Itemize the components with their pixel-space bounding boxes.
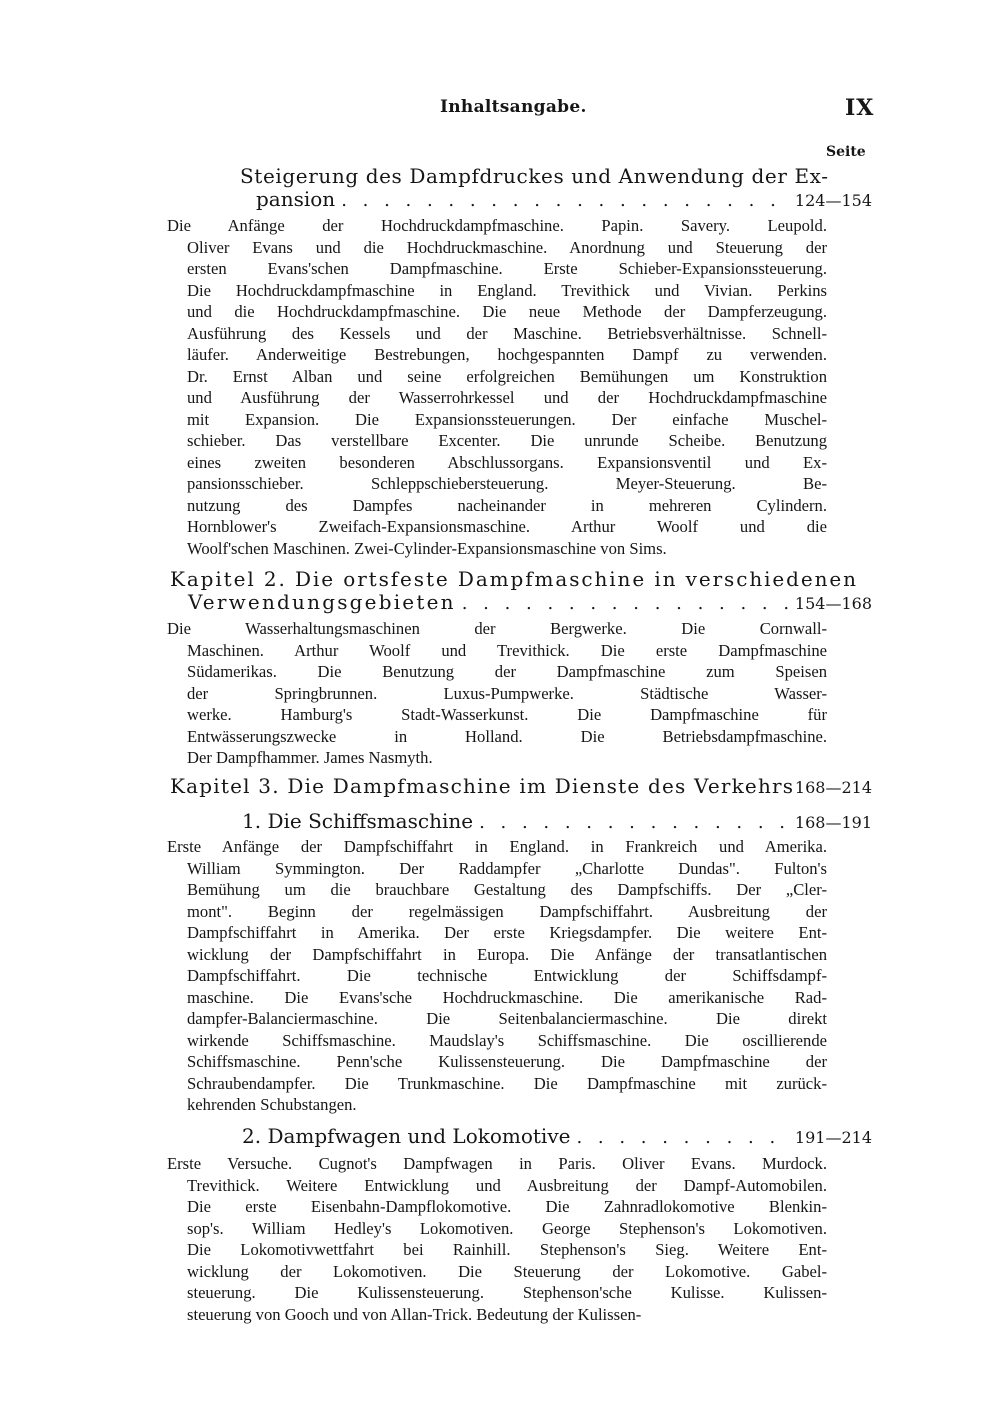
toc-entry-lokomotive[interactable]	[242, 1125, 872, 1149]
toc-entry-kapitel-3[interactable]	[170, 775, 872, 799]
running-head-title: Inhaltsangabe.	[440, 97, 587, 117]
summary-line: Bemühung um die brauchbare Gestaltung des Dampfschiffs. Der „Cler-	[187, 880, 827, 899]
entry-title-line1: Kapitel 2. Die ortsfeste Dampfmaschine in verschiedenen	[170, 567, 858, 591]
entry-title: 1. Die Schiffsmaschine	[242, 809, 474, 833]
entry-title-line2: Verwendungsgebieten	[188, 590, 456, 614]
summary-line: eines zweiten besonderen Abschlussorgans. Expansionsventil und Ex-	[187, 452, 827, 472]
leader-dots	[479, 812, 789, 834]
summary-line: Trevithick. Weitere Entwicklung und Ausbreitung der Dampf-Automobilen.	[187, 1175, 827, 1195]
entry-title: 2. Dampfwagen und Lokomotive	[242, 1124, 571, 1148]
entry-title-line1: Steigerung des Dampfdruckes und Anwendung der Ex-	[240, 164, 829, 188]
entry-title: Kapitel 3. Die Dampfmaschine im Dienste des Verkehrs	[170, 774, 795, 798]
page-range: 191—214	[794, 1128, 872, 1147]
summary-line: läufer. Anderweitige Bestrebungen, hochgespannten Dampf zu verwenden.	[187, 345, 827, 364]
page-range: 154—168	[794, 594, 872, 613]
entry-title-line2: pansion	[256, 187, 336, 211]
summary-line: Maschinen. Arthur Woolf und Trevithick. Die erste Dampfmaschine	[187, 640, 827, 660]
page-range: 124—154	[794, 191, 872, 210]
summary-line: Südamerikas. Die Benutzung der Dampfmaschine zum Speisen	[187, 662, 827, 681]
summary-line: mit Expansion. Die Expansionssteuerungen. Der einfache Muschel-	[187, 409, 827, 429]
summary-line: wirkende Schiffsmaschine. Maudslay's Schiffsmaschine. Die oscillierende	[187, 1030, 827, 1050]
summary-line: werke. Hamburg's Stadt-Wasserkunst. Die Dampfmaschine für	[187, 705, 827, 724]
summary-line: steuerung von Gooch und von Allan-Trick. Bedeutung der Kulissen-	[187, 1304, 642, 1324]
summary-line: Woolf'schen Maschinen. Zwei-Cylinder-Expansionsmaschine von Sims.	[187, 538, 667, 558]
page-column-label: Seite	[826, 144, 866, 160]
summary-line: kehrenden Schubstangen.	[187, 1095, 357, 1114]
leader-dots	[576, 1127, 788, 1149]
summary-line: schieber. Das verstellbare Excenter. Die unrunde Scheibe. Benutzung	[187, 431, 827, 450]
summary-line: Dampfschiffahrt in Amerika. Der erste Kriegsdampfer. Die weitere Ent-	[187, 923, 827, 942]
summary-line: Erste Versuche. Cugnot's Dampfwagen in Paris. Oliver Evans. Murdock.	[167, 1154, 827, 1173]
summary-line: der Springbrunnen. Luxus-Pumpwerke. Städtische Wasser-	[187, 683, 827, 703]
summary-line: Die Wasserhaltungsmaschinen der Bergwerke. Die Cornwall-	[167, 619, 827, 638]
summary-line: Oliver Evans und die Hochdruckmaschine. Anordnung und Steuerung der	[187, 237, 827, 257]
summary-line: Der Dampfhammer. James Nasmyth.	[187, 748, 433, 767]
summary-line: William Symmington. Der Raddampfer „Charlotte Dundas". Fulton's	[187, 858, 827, 878]
leader-dots	[341, 190, 789, 212]
summary-line: und Ausführung der Wasserrohrkessel und der Hochdruckdampfmaschine	[187, 388, 827, 407]
summary-line: nutzung des Dampfes nacheinander in mehreren Cylindern.	[187, 495, 827, 515]
page-number: IX	[845, 95, 875, 121]
summary-line: Die Hochdruckdampfmaschine in England. Trevithick und Vivian. Perkins	[187, 280, 827, 300]
summary-line: Die Anfänge der Hochdruckdampfmaschine. Papin. Savery. Leupold.	[167, 216, 827, 235]
summary-line: Entwässerungszwecke in Holland. Die Betriebsdampfmaschine.	[187, 726, 827, 746]
summary-line: sop's. William Hedley's Lokomotiven. George Stephenson's Lokomotiven.	[187, 1218, 827, 1238]
summary-line: Dampfschiffahrt. Die technische Entwicklung der Schiffsdampf-	[187, 966, 827, 985]
toc-entry-schiffsmaschine[interactable]	[242, 810, 872, 834]
entry-summary	[167, 215, 827, 559]
summary-line: Hornblower's Zweifach-Expansionsmaschine. Arthur Woolf und die	[187, 517, 827, 536]
summary-line: Schiffsmaschine. Penn'sche Kulissensteuerung. Die Dampfmaschine der	[187, 1052, 827, 1071]
summary-line: Dr. Ernst Alban und seine erfolgreichen Bemühungen um Konstruktion	[187, 366, 827, 386]
running-head	[0, 97, 1000, 121]
entry-summary	[167, 1153, 827, 1325]
summary-line: maschine. Die Evans'sche Hochdruckmaschine. Die amerikanische Rad-	[187, 987, 827, 1007]
page-range: 168—191	[794, 813, 872, 832]
summary-line: Schraubendampfer. Die Trunkmaschine. Die Dampfmaschine mit zurück-	[187, 1073, 827, 1093]
summary-line: dampfer-Balanciermaschine. Die Seitenbalanciermaschine. Die direkt	[187, 1009, 827, 1028]
toc-entry-kapitel-2[interactable]	[170, 568, 872, 615]
summary-line: pansionsschieber. Schleppschiebersteuerung. Meyer-Steuerung. Be-	[187, 474, 827, 493]
summary-line: ersten Evans'schen Dampfmaschine. Erste Schieber-Expansionssteuerung.	[187, 259, 827, 278]
summary-line: steuerung. Die Kulissensteuerung. Stephenson'sche Kulisse. Kulissen-	[187, 1283, 827, 1302]
page-range: 168—214	[794, 778, 872, 797]
summary-line: wicklung der Dampfschiffahrt in Europa. Die Anfänge der transatlantischen	[187, 944, 827, 964]
entry-summary	[167, 618, 827, 769]
leader-dots	[462, 593, 789, 615]
summary-line: Erste Anfänge der Dampfschiffahrt in England. in Frankreich und Amerika.	[167, 837, 827, 856]
summary-line: Die Lokomotivwettfahrt bei Rainhill. Stephenson's Sieg. Weitere Ent-	[187, 1240, 827, 1259]
summary-line: wicklung der Lokomotiven. Die Steuerung der Lokomotive. Gabel-	[187, 1261, 827, 1281]
summary-line: Die erste Eisenbahn-Dampflokomotive. Die Zahnradlokomotive Blenkin-	[187, 1197, 827, 1216]
entry-summary	[167, 836, 827, 1116]
summary-line: mont". Beginn der regelmässigen Dampfschiffahrt. Ausbreitung der	[187, 901, 827, 921]
summary-line: und die Hochdruckdampfmaschine. Die neue Methode der Dampferzeugung.	[187, 302, 827, 321]
toc-entry-steigerung[interactable]	[240, 165, 872, 212]
summary-line: Ausführung des Kessels und der Maschine. Betriebsverhältnisse. Schnell-	[187, 323, 827, 343]
